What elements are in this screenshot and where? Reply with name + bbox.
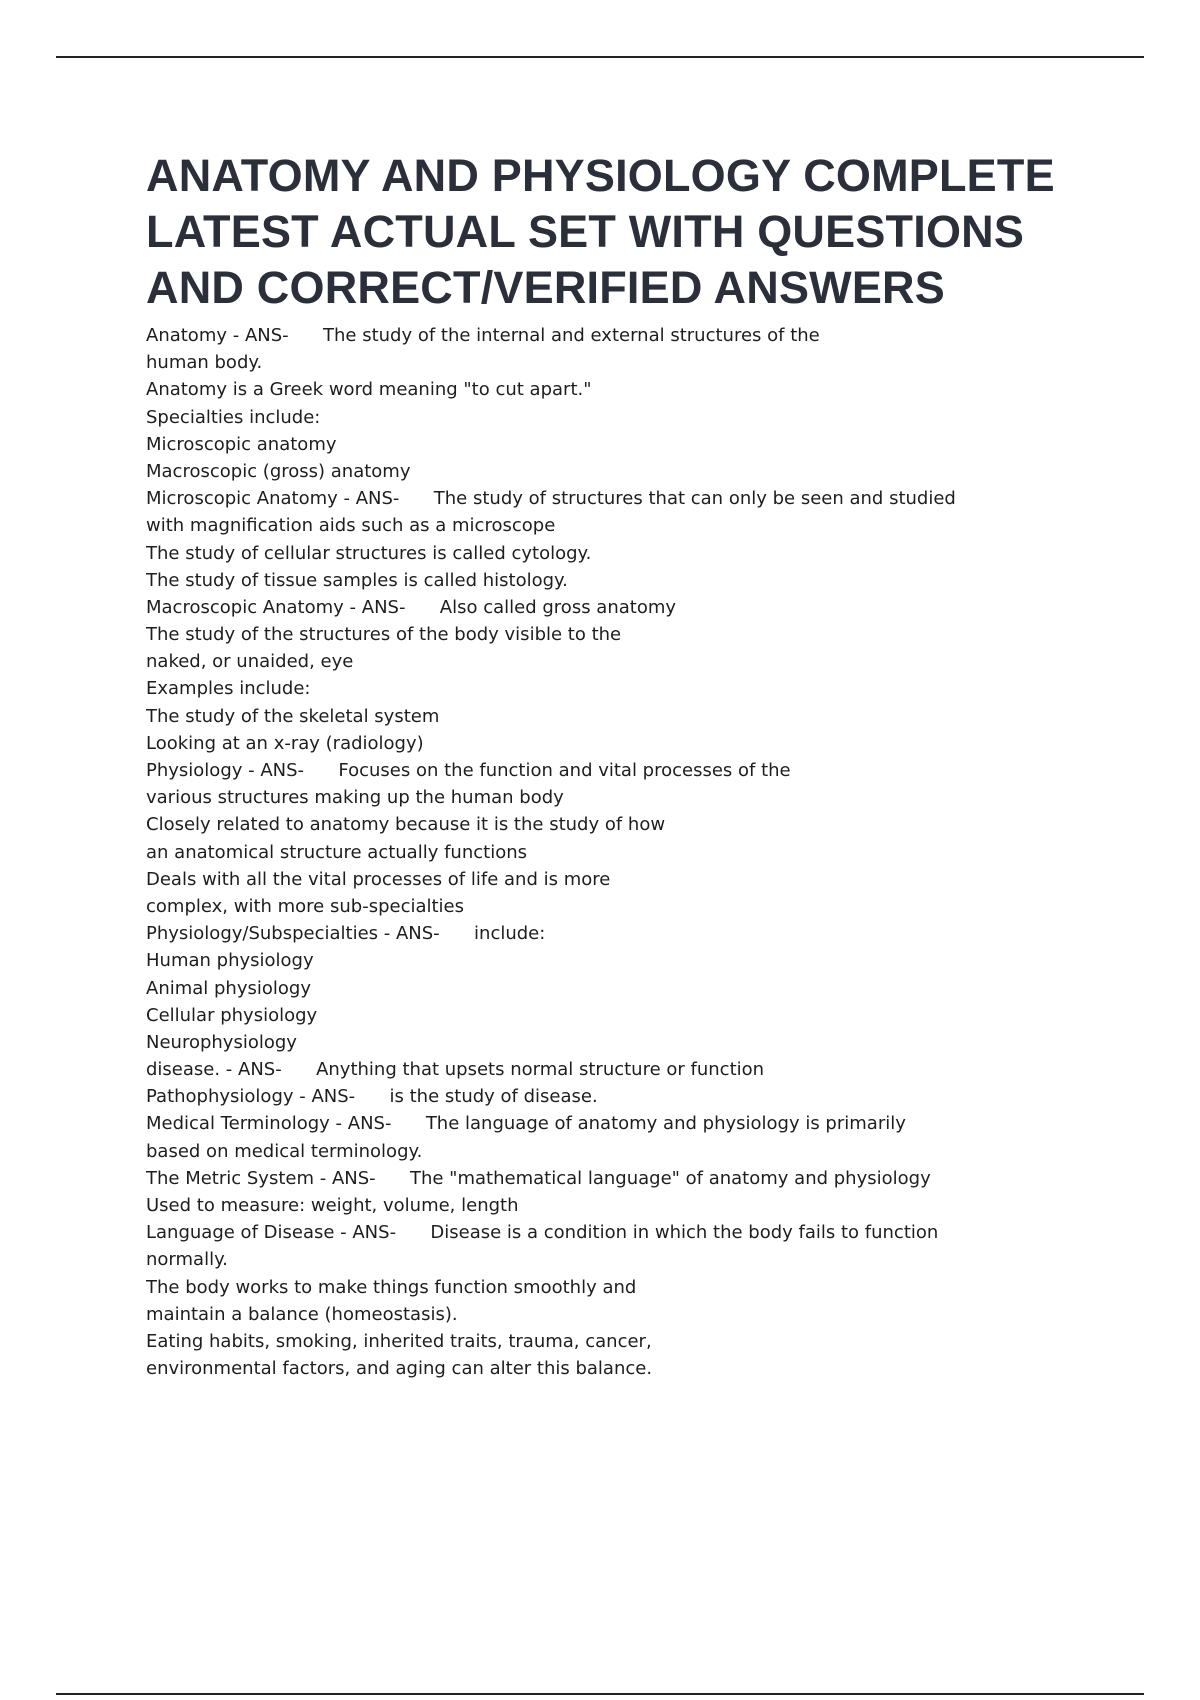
qa-answer: The study of the internal and external structures of the — [323, 325, 820, 346]
qa-entry-line — [146, 1083, 1106, 1110]
qa-entry-line — [146, 1165, 1106, 1192]
text-line: Looking at an x-ray (radiology) — [146, 732, 424, 754]
text-line: Animal physiology — [146, 977, 311, 999]
qa-term: disease. - ANS- — [146, 1059, 282, 1081]
text-line: Neurophysiology — [146, 1031, 297, 1053]
qa-entry-line — [146, 485, 1106, 512]
document-title: ANATOMY AND PHYSIOLOGY COMPLETE LATEST ACTUAL SET WITH QUESTIONS AND CORRECT/VERIFIED ANSWERS — [146, 150, 1055, 313]
qa-entry-line — [146, 594, 1106, 621]
qa-gap — [405, 597, 439, 618]
qa-answer: is the study of disease. — [389, 1086, 598, 1108]
qa-term: Medical Terminology - ANS- — [146, 1113, 392, 1135]
qa-answer: Disease is a condition in which the body fails to function — [430, 1222, 939, 1244]
qa-gap — [440, 923, 474, 944]
text-line: Used to measure: weight, volume, length — [146, 1195, 519, 1216]
text-line: Examples include: — [146, 678, 311, 700]
text-line: with magnification aids such as a microscope — [146, 515, 556, 537]
text-line: The study of the structures of the body visible to the — [146, 624, 622, 646]
qa-answer: Also called gross anatomy — [439, 596, 677, 618]
qa-term: Pathophysiology - ANS- — [146, 1086, 356, 1108]
qa-gap — [289, 325, 323, 346]
qa-entry-line — [146, 1110, 1106, 1137]
qa-entry-line — [146, 920, 1106, 947]
qa-gap — [355, 1086, 389, 1107]
qa-answer: include: — [474, 923, 546, 945]
text-line: Human physiology — [146, 950, 314, 972]
text-line: environmental factors, and aging can alter this balance. — [146, 1358, 653, 1380]
text-line: Microscopic anatomy — [146, 433, 337, 455]
qa-text-block — [146, 322, 1106, 1382]
qa-term: Physiology/Subspecialties - ANS- — [146, 923, 440, 945]
qa-answer: The language of anatomy and physiology is primarily — [425, 1113, 906, 1135]
text-line: various structures making up the human body — [146, 787, 564, 809]
text-line: The body works to make things function smoothly and — [146, 1276, 637, 1298]
text-line: The study of cellular structures is called cytology. — [146, 542, 592, 564]
text-line: The study of the skeletal system — [146, 705, 440, 727]
text-line: Anatomy is a Greek word meaning "to cut apart." — [146, 379, 592, 401]
qa-entry-line — [146, 1056, 1106, 1083]
qa-gap — [399, 488, 433, 509]
text-line: Eating habits, smoking, inherited traits, trauma, cancer, — [146, 1330, 652, 1352]
qa-term: Physiology - ANS- — [146, 760, 305, 781]
qa-gap — [282, 1059, 316, 1080]
qa-gap — [376, 1168, 410, 1189]
qa-term: Anatomy - ANS- — [146, 325, 289, 346]
qa-entry-line — [146, 757, 1106, 784]
qa-term: Microscopic Anatomy - ANS- — [146, 488, 400, 510]
text-line: Deals with all the vital processes of life and is more — [146, 868, 611, 890]
qa-answer: Focuses on the function and vital processes of the — [338, 760, 791, 781]
text-line: maintain a balance (homeostasis). — [146, 1303, 458, 1325]
qa-gap — [304, 760, 338, 781]
qa-entry-line — [146, 1219, 1106, 1246]
text-line: human body. — [146, 352, 263, 374]
qa-term: The Metric System - ANS- — [146, 1167, 376, 1189]
document-body — [146, 148, 1106, 1382]
qa-term: Language of Disease - ANS- — [146, 1222, 397, 1244]
qa-answer: The study of structures that can only be seen and studied — [433, 488, 956, 510]
text-line: Closely related to anatomy because it is the study of how — [146, 814, 666, 836]
qa-answer: The "mathematical language" of anatomy and physiology — [409, 1167, 931, 1189]
qa-gap — [396, 1222, 430, 1243]
text-line: Specialties include: — [146, 406, 321, 428]
text-line: normally. — [146, 1249, 228, 1271]
qa-entry-line — [146, 322, 1106, 349]
text-line: The study of tissue samples is called histology. — [146, 569, 568, 591]
qa-term: Macroscopic Anatomy - ANS- — [146, 596, 406, 618]
qa-gap — [391, 1113, 425, 1134]
text-line: Cellular physiology — [146, 1004, 318, 1026]
text-line: complex, with more sub-specialties — [146, 895, 465, 917]
text-line: Macroscopic (gross) anatomy — [146, 460, 411, 482]
text-line: based on medical terminology. — [146, 1140, 423, 1162]
footer-rule — [56, 1693, 1144, 1695]
text-line: an anatomical structure actually functions — [146, 841, 527, 863]
text-line: naked, or unaided, eye — [146, 651, 354, 673]
header-rule — [56, 56, 1144, 58]
qa-answer: Anything that upsets normal structure or function — [316, 1059, 765, 1081]
